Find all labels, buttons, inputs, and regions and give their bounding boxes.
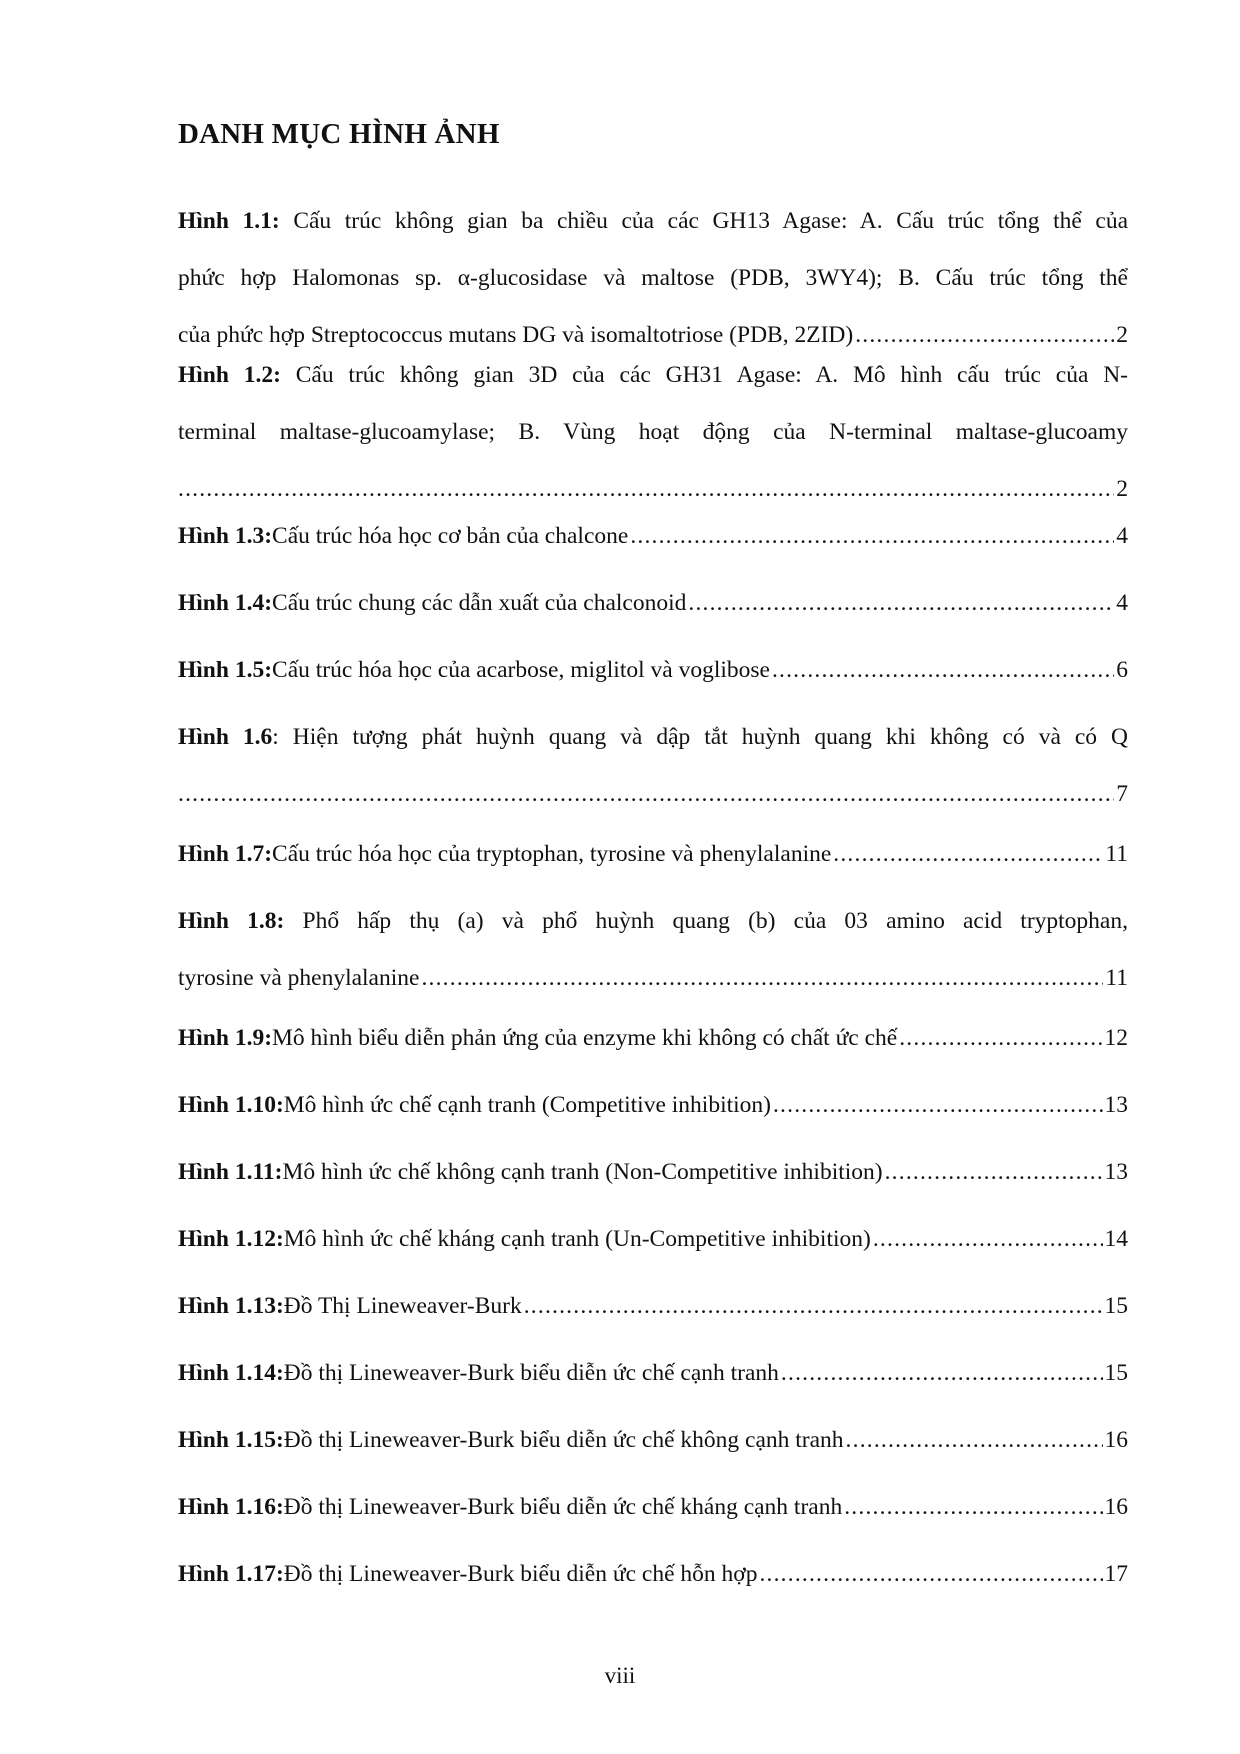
leader-dots: [773, 1088, 1103, 1122]
entry-text: Cấu trúc không gian 3D của các GH31 Agase: A. Mô hình cấu trúc của N-: [280, 362, 1128, 388]
page-footer-number: viii: [604, 1663, 636, 1688]
page-number: 15: [1104, 1293, 1128, 1319]
entry-line: [178, 1088, 1128, 1122]
entry-text: Cấu trúc hóa học của tryptophan, tyrosine và phenylalanine: [272, 841, 832, 867]
toc-entry-1-7[interactable]: [178, 837, 1128, 871]
entry-text: Đồ thị Lineweaver-Burk biểu diễn ức chế không cạnh tranh: [283, 1427, 844, 1453]
entry-text: Cấu trúc chung các dẫn xuất của chalconoid: [272, 590, 687, 616]
figure-label: Hình 1.9:: [178, 1025, 273, 1051]
toc-entry-1-10[interactable]: [178, 1088, 1128, 1122]
leader-dots: [178, 472, 1114, 506]
toc-entry-1-5[interactable]: [178, 653, 1128, 687]
page-number: 2: [1116, 322, 1128, 348]
page-number: 13: [1104, 1092, 1128, 1118]
page-title: DANH MỤC HÌNH ẢNH: [178, 118, 500, 150]
toc-entry-1-15[interactable]: [178, 1423, 1128, 1457]
page-number: 16: [1104, 1427, 1128, 1453]
figure-label: Hình 1.2:: [178, 362, 281, 388]
toc-entry-1-1[interactable]: [178, 204, 1128, 352]
figure-label: Hình 1.16:: [178, 1494, 284, 1520]
figure-label: Hình 1.8:: [178, 908, 285, 934]
leader-dots: [421, 961, 1103, 995]
entry-line: [178, 358, 1128, 392]
entry-text: Mô hình ức chế cạnh tranh (Competitive inhibition): [283, 1092, 771, 1118]
figure-label: Hình 1.10:: [178, 1092, 284, 1118]
entry-text: Mô hình ức chế kháng cạnh tranh (Un-Competitive inhibition): [283, 1226, 871, 1252]
page-number: 4: [1116, 590, 1128, 616]
entry-text: : Hiện tượng phát huỳnh quang và dập tắt huỳnh quang khi không có và có Q: [272, 724, 1128, 750]
entry-text: terminal maltase-glucoamylase; B. Vùng hoạt động của N-terminal maltase-glucoamy: [178, 419, 1128, 445]
figure-label: Hình 1.12:: [178, 1226, 284, 1252]
entry-text: Đồ thị Lineweaver-Burk biểu diễn ức chế cạnh tranh: [283, 1360, 779, 1386]
toc-entry-1-3[interactable]: [178, 519, 1128, 553]
page-number: 16: [1104, 1494, 1128, 1520]
entry-text: Mô hình ức chế không cạnh tranh (Non-Competitive inhibition): [282, 1159, 883, 1185]
page-number: 17: [1104, 1561, 1128, 1587]
entry-line: [178, 837, 1128, 871]
entry-line: [178, 720, 1128, 754]
figure-label: Hình 1.4:: [178, 590, 273, 616]
figure-label: Hình 1.17:: [178, 1561, 284, 1587]
entry-text: tyrosine và phenylalanine: [178, 965, 420, 991]
entry-text: phức hợp Halomonas sp. α-glucosidase và maltose (PDB, 3WY4); B. Cấu trúc tổng thể: [178, 265, 1128, 291]
entry-line: [178, 415, 1128, 449]
entry-line: [178, 519, 1128, 553]
figure-label: Hình 1.3:: [178, 523, 273, 549]
toc-entry-1-17[interactable]: [178, 1557, 1128, 1591]
entry-line: [178, 1490, 1128, 1524]
page-number: 13: [1104, 1159, 1128, 1185]
entry-line: [178, 777, 1128, 811]
entry-line: [178, 653, 1128, 687]
entry-line: [178, 1222, 1128, 1256]
leader-dots: [833, 837, 1103, 871]
leader-dots: [781, 1356, 1103, 1390]
entry-line: [178, 961, 1128, 995]
leader-dots: [772, 653, 1114, 687]
entry-text: Đồ thị Lineweaver-Burk biểu diễn ức chế kháng cạnh tranh: [283, 1494, 843, 1520]
toc-entry-1-9[interactable]: [178, 1021, 1128, 1055]
figure-label: Hình 1.11:: [178, 1159, 283, 1185]
leader-dots: [873, 1222, 1103, 1256]
toc-entry-1-4[interactable]: [178, 586, 1128, 620]
entry-line: [178, 261, 1128, 295]
leader-dots: [855, 318, 1114, 352]
entry-line: [178, 1423, 1128, 1457]
page-number: 2: [1116, 476, 1128, 502]
toc-entry-1-12[interactable]: [178, 1222, 1128, 1256]
page-number: 14: [1104, 1226, 1128, 1252]
toc-entry-1-8[interactable]: [178, 904, 1128, 995]
toc-entry-1-16[interactable]: [178, 1490, 1128, 1524]
entry-text: Mô hình biểu diễn phản ứng của enzyme khi không có chất ức chế: [272, 1025, 898, 1051]
entry-text: Đồ Thị Lineweaver-Burk: [283, 1293, 522, 1319]
leader-dots: [899, 1021, 1102, 1055]
leader-dots: [524, 1289, 1103, 1323]
figure-label: Hình 1.6: [178, 724, 273, 750]
leader-dots: [844, 1490, 1102, 1524]
figure-label: Hình 1.1:: [178, 208, 280, 234]
page-number: 12: [1104, 1025, 1128, 1051]
entry-line: [178, 1155, 1128, 1189]
leader-dots: [885, 1155, 1103, 1189]
entry-line: [178, 1289, 1128, 1323]
leader-dots: [630, 519, 1114, 553]
leader-dots: [759, 1557, 1102, 1591]
toc-entry-1-2[interactable]: [178, 358, 1128, 506]
toc-entry-1-14[interactable]: [178, 1356, 1128, 1390]
entry-text: Cấu trúc không gian ba chiều của các GH13 Agase: A. Cấu trúc tổng thể của: [279, 208, 1128, 234]
leader-dots: [688, 586, 1114, 620]
page-number: 11: [1105, 841, 1128, 867]
toc-entry-1-11[interactable]: [178, 1155, 1128, 1189]
toc-entry-1-13[interactable]: [178, 1289, 1128, 1323]
entry-line: [178, 1021, 1128, 1055]
page-number: 15: [1104, 1360, 1128, 1386]
page-number: 4: [1116, 523, 1128, 549]
page-number: 7: [1116, 781, 1128, 807]
entry-line: [178, 472, 1128, 506]
entry-line: [178, 904, 1128, 938]
page-number: 11: [1105, 965, 1128, 991]
entry-line: [178, 1557, 1128, 1591]
entry-line: [178, 1356, 1128, 1390]
entry-line: [178, 586, 1128, 620]
figure-label: Hình 1.13:: [178, 1293, 284, 1319]
figure-label: Hình 1.15:: [178, 1427, 284, 1453]
toc-entry-1-6[interactable]: [178, 720, 1128, 811]
entry-line: [178, 318, 1128, 352]
entry-text: Cấu trúc hóa học cơ bản của chalcone: [272, 523, 629, 549]
figure-label: Hình 1.5:: [178, 657, 273, 683]
entry-text: của phức hợp Streptococcus mutans DG và isomaltotriose (PDB, 2ZID): [178, 322, 854, 348]
entry-text: Cấu trúc hóa học của acarbose, miglitol và voglibose: [272, 657, 770, 683]
entry-line: [178, 204, 1128, 238]
figure-label: Hình 1.7:: [178, 841, 273, 867]
entry-text: Đồ thị Lineweaver-Burk biểu diễn ức chế hỗn hợp: [283, 1561, 758, 1587]
leader-dots: [178, 777, 1114, 811]
page-number: 6: [1116, 657, 1128, 683]
entry-text: Phổ hấp thụ (a) và phổ huỳnh quang (b) của 03 amino acid tryptophan,: [284, 908, 1128, 934]
figure-label: Hình 1.14:: [178, 1360, 284, 1386]
leader-dots: [846, 1423, 1103, 1457]
